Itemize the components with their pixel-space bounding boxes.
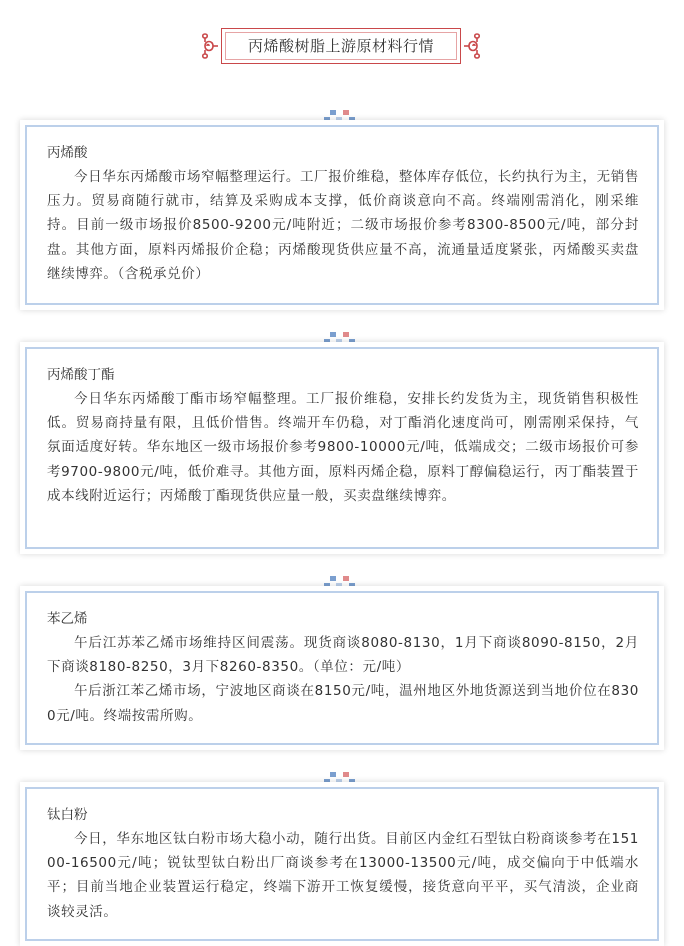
section-frame	[25, 347, 659, 549]
section-paragraph: 今日华东丙烯酸丁酯市场窄幅整理。工厂报价维稳，安排长约发货为主，现货销售积极性低。贸易商持量有限，且低价惜售。终端开车仍稳，对丁酯消化速度尚可，刚需刚采保持，气氛面适度好转。华东地区一级市场报价参考9800-10000元/吨，低端成交；二级市场报价可参考9700-9800元/吨，低价难寻。其他方面，原料丙烯企稳，原料丁醇偏稳运行，丙丁酯装置于成本线附近运行；丙烯酸丁酯现货供应量一般，买卖盘继续博弈。	[47, 391, 639, 504]
section-frame	[25, 787, 659, 941]
section-card	[20, 120, 664, 310]
section-frame	[25, 125, 659, 305]
section-paragraph: 午后浙江苯乙烯市场，宁波地区商谈在8150元/吨，温州地区外地货源送到当地价位在8300元/吨。终端按需所购。	[47, 683, 639, 724]
section-paragraph: 今日华东丙烯酸市场窄幅整理运行。工厂报价维稳，整体库存低位，长约执行为主，无销售压力。贸易商随行就市，结算及采购成本支撑，低价商谈意向不高。终端刚需消化，刚采维持。目前一级市场报价8500-9200元/吨附近；二级市场报价参考8300-8500元/吨，部分封盘。其他方面，原料丙烯报价企稳；丙烯酸现货供应量不高，流通量适度紧张，丙烯酸买卖盘继续博弈。（含税承兑价）	[47, 169, 639, 282]
section-card	[20, 342, 664, 554]
section-paragraph: 午后江苏苯乙烯市场维持区间震荡。现货商谈8080-8130，1月下商谈8090-8150，2月下商谈8180-8250，3月下8260-8350。（单位：元/吨）	[47, 635, 639, 676]
section-paragraph: 今日，华东地区钛白粉市场大稳小动，随行出货。目前区内金红石型钛白粉商谈参考在15100-16500元/吨；锐钛型钛白粉出厂商谈参考在13000-13500元/吨，成交偏向于中低端水平；目前当地企业装置运行稳定，终端下游开工恢复缓慢，接货意向平平，买气清淡，企业商谈较灵活。	[47, 831, 639, 920]
page-title: 丙烯酸树脂上游原材料行情	[221, 28, 461, 64]
red-scroll-ornament-icon	[462, 30, 482, 62]
section-title: 丙烯酸丁酯	[47, 367, 115, 383]
section-title: 丙烯酸	[47, 145, 88, 161]
header	[0, 28, 684, 66]
red-scroll-ornament-icon	[200, 30, 220, 62]
section-card	[20, 586, 664, 750]
section-title: 钛白粉	[47, 807, 88, 823]
section-card	[20, 782, 664, 946]
section-frame	[25, 591, 659, 745]
section-title: 苯乙烯	[47, 611, 88, 627]
